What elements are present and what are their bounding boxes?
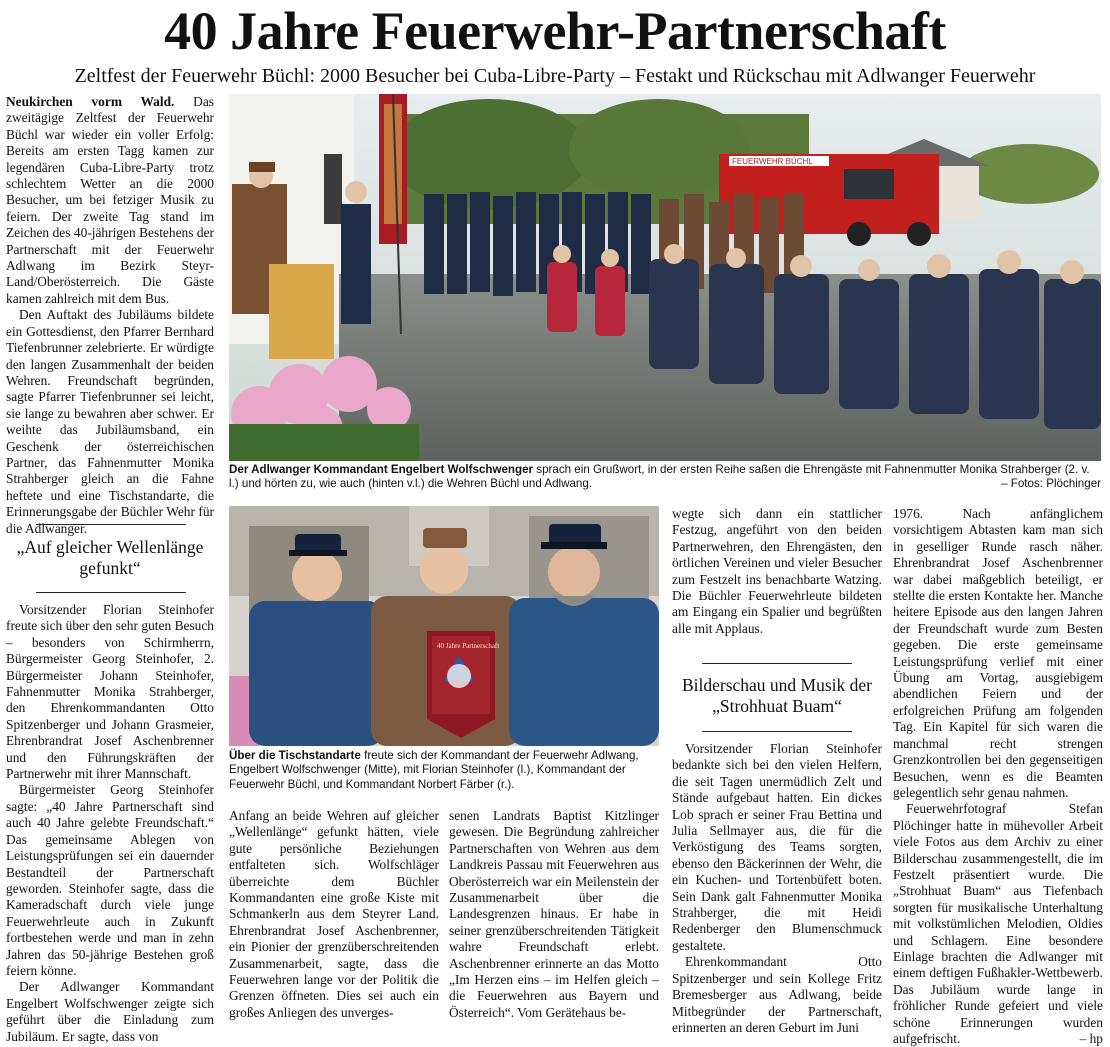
caption-text: sprach ein Grußwort, in der ersten Reihe saßen die Ehrengäste mit Fahnenmutter Monika Strahberger (2. v. l.) und hörten zu, wie auch (hinten v.l.) die Wehren Büchl und Adlwang. bbox=[229, 463, 1090, 491]
photo-credit: – Fotos: Plöchinger bbox=[1001, 477, 1101, 491]
paragraph: Vorsitzender Florian Steinhofer bedankte sich bei den vielen Helfern, die seit Tagen unermüdlich Zelt und Stände aufgebaut hatten. Ein dickes Lob sprach er seiner Frau Bettina und Julia Sellmayer aus, die für die Verköstigung des Teams sorgten, ebenso den Bäckerinnen der Wehr, die ein Kuchen- und Tortenbüfett boten. Sein Dank galt Fahnenmutter Monika Strahberger, die mit Heidi Redenberger den Blumenschmuck gestaltete. bbox=[672, 741, 882, 953]
subheadline: Zeltfest der Feuerwehr Büchl: 2000 Besucher bei Cuba-Libre-Party – Festakt und Rückschau mit Adlwanger Feuerwehr bbox=[74, 65, 1036, 87]
paragraph: Vorsitzender Florian Steinhofer freute sich über den sehr guten Besuch – besonders von Schirmherrn, Bürgermeister Georg Steinhofer, 2. Bürgermeister Johann Steinhofer, Fahnenmutter Monika Strahberger, den Ehrenkommandanten Otto Spitzenberger und Johann Grasmeier, Ehrenbrandrat Josef Aschenbrenner und den Führungskräften der Partnerwehr mit ihrer Mannschaft. bbox=[6, 602, 214, 782]
section-subtitle: „Auf gleicher Wellenlänge gefunkt“ bbox=[16, 537, 204, 578]
paragraph-text: Feuerwehrfotograf Stefan Plöchinger hatte in mühevoller Arbeit viele Fotos aus dem Archiv zu einer Bilderschau zusammengestellt, die im Festzelt präsentiert wurde. Die „Strohhuat Buam“ aus Tiefenbach sorgten für musikalische Unterhaltung mit volkstümlichen Melodien, Oldies und Schlagern. Eine besondere Einlage brachten die Adlwanger mit einem deftigen Fußhakler-Wettbewerb. Das Jubiläum wurde lange in fröhlicher Runde gefeiert und viele schöne Erinnerungen wurden aufgefrischt. bbox=[893, 801, 1103, 1046]
paragraph: Bürgermeister Georg Steinhofer sagte: „40 Jahre Partnerschaft sind auch 40 Jahre gelebte Freundschaft.“ Das gemeinsame Ablegen von Leistungsprüfungen sei ein dauernder Bestandteil der Partnerschaft geworden. Steinhofer sagte, dass die Kameradschaft durch viele junge Feuerwehrleute auch in Zukunft fortbestehen werde und man in zehn Jahren das 50-jährige Bestehen groß feiern könne. bbox=[6, 782, 214, 978]
paragraph bbox=[6, 94, 214, 307]
paragraph bbox=[893, 801, 1103, 1047]
divider bbox=[36, 524, 186, 525]
paragraph: senen Landrats Baptist Kitzlinger gewesen. Die Begründung zahlreicher Partnerschaften von Wehren aus dem Landkreis Passau mit Feuerwehren aus Oberösterreich war ein Meilenstein der Zusammenarbeit über die Landesgrenzen hinaus. Er habe in seiner grenzüberschreitenden Tätigkeit wahre Freundschaft erlebt. Aschenbrenner erinnerte an das Motto „Im Herzen eins – im Helfen gleich – die Feuerwehren aus Bayern und Österreich“. Vom Gerätehaus be- bbox=[449, 808, 659, 1020]
divider bbox=[36, 592, 186, 593]
paragraph: wegte sich dann ein stattlicher Festzug, angeführt von den beiden Partnerwehren, den Ehrengästen, den örtlichen Vereinen und vieler Besucher zum Festzelt ins benachbarte Watzing. Die Büchler Feuerwehrleute bildeten am Eingang ein Spalier und begrüßten alle mit Applaus. bbox=[672, 506, 882, 636]
paragraph: Anfang an beide Wehren auf gleicher „Wellenlänge“ gefunkt hätten, viele gute persönliche Beziehungen entfalteten sich. Wolfschläger überreichte dem Büchler Kommandanten eine große Kiste mit Schmankerln aus dem Steyrer Land. Ehrenbrandrat Josef Aschenbrenner, ein Pionier der grenzüberschreitenden Zusammenarbeit, sagte, dass die Feuerwehren lange vor der Politik die Grenzen öffneten. Dies sei auch ein großes Anliegen des unverges- bbox=[229, 808, 439, 1020]
headline: 40 Jahre Feuerwehr-Partnerschaft bbox=[164, 1, 946, 61]
column-1-top bbox=[6, 94, 214, 536]
paragraph-text: Das zweitägige Zeltfest der Feuerwehr Büchl war wieder ein voller Erfolg: Bereits am ersten Tagg kamen zur legendären Cuba-Libre-Party trotz schlechtem Wetter an die 2000 Besucher, um bei fetziger Musik zu feiern. Der zweite Tag stand im Zeichen des 40-jährigen Bestehens der Partnerschaft mit der Feuerwehr Adlwang im Bezirk Steyr-Land/Oberösterreich. Die Gäste kamen zahlreich mit dem Bus. bbox=[6, 94, 214, 306]
photo-caption-1 bbox=[229, 463, 1101, 492]
column-4-bottom bbox=[672, 741, 882, 1035]
column-5 bbox=[893, 506, 1103, 1046]
caption-lead: Der Adlwanger Kommandant Engelbert Wolfschwenger bbox=[229, 463, 534, 476]
column-3-bottom bbox=[449, 808, 659, 1026]
column-4-top bbox=[672, 506, 882, 646]
truck-lettering: FEUERWEHR BÜCHL bbox=[732, 157, 813, 166]
paragraph: Der Adlwanger Kommandant Engelbert Wolfschwenger zeigte sich geführt über die Einladung zum Jubiläum. Er sagte, dass von bbox=[6, 979, 214, 1044]
divider bbox=[702, 663, 852, 664]
column-2-bottom bbox=[229, 808, 439, 1026]
paragraph: 1976. Nach anfänglichem vorsichtigem Abtasten kam man sich in geselliger Runde rasch näher. Ehrenbrandrat Josef Aschenbrenner war dabei maßgeblich beteiligt, er stellte die ersten Kontakte her. Manche heitere Episode aus den langen Jahren der Freundschaft wurde zum Besten gegeben. Die erste gemeinsame Leistungsprüfung verlief mit einer Übung am Vortag, ausgiebigem abendlichen Feiern und der erfolgreichen Prüfung am folgenden Tag. Ein Kapitel für sich waren die manchmal recht strengen Grenzkontrollen bei den gegenseitigen Besuchen, wenn es die Beamten gelegentlich sehr genau nahmen. bbox=[893, 506, 1103, 800]
section-subtitle: Bilderschau und Musik der „Strohhuat Buam“ bbox=[681, 675, 873, 716]
photo-standard bbox=[229, 506, 659, 746]
paragraph: Ehrenkommandant Otto Spitzenberger und sein Kollege Fritz Bremesberger aus Adlwang, beide Mitbegründer der Partnerschaft, erinnerten an deren Geburt im Juni bbox=[672, 954, 882, 1035]
column-1-bottom bbox=[6, 602, 214, 1044]
ceremony-photo-image bbox=[229, 94, 1101, 461]
dateline: Neukirchen vorm Wald. bbox=[6, 94, 175, 109]
banner-lettering: 40 Jahre Partnerschaft bbox=[437, 642, 500, 650]
divider bbox=[702, 731, 852, 732]
caption-text: freute sich der Kommandant der Feuerwehr Adlwang, Engelbert Wolfschwenger (Mitte), mit Florian Steinhofer (l.), Kommandant der Feuerwehr Büchl, und Kommandant Norbert Färber (r.). bbox=[229, 749, 639, 791]
caption-lead: Über die Tischstandarte bbox=[229, 749, 361, 762]
photo-ceremony bbox=[229, 94, 1101, 461]
standard-photo-image bbox=[229, 506, 659, 746]
photo-caption-2 bbox=[229, 749, 659, 792]
paragraph: Den Auftakt des Jubiläums bildete ein Gottesdienst, den Pfarrer Bernhard Tiefenbrunner zelebrierte. Er würdigte den langen Zusammenhalt der beiden Wehren. Freundschaft begründen, sagte Pfarrer Tiefenbrunner sei leicht, sie lange zu bewahren aber schwer. Er weihte das Jubiläumsband, ein Geschenk der österreichischen Partner, das Fahnenmutter Monika Strahberger gleich an die Fahne heftete und eine Tischstandarte, die Erinnerungsgabe der Büchler Wehr für die Adlwanger. bbox=[6, 307, 214, 536]
author-signature: – hp bbox=[1079, 1031, 1103, 1046]
